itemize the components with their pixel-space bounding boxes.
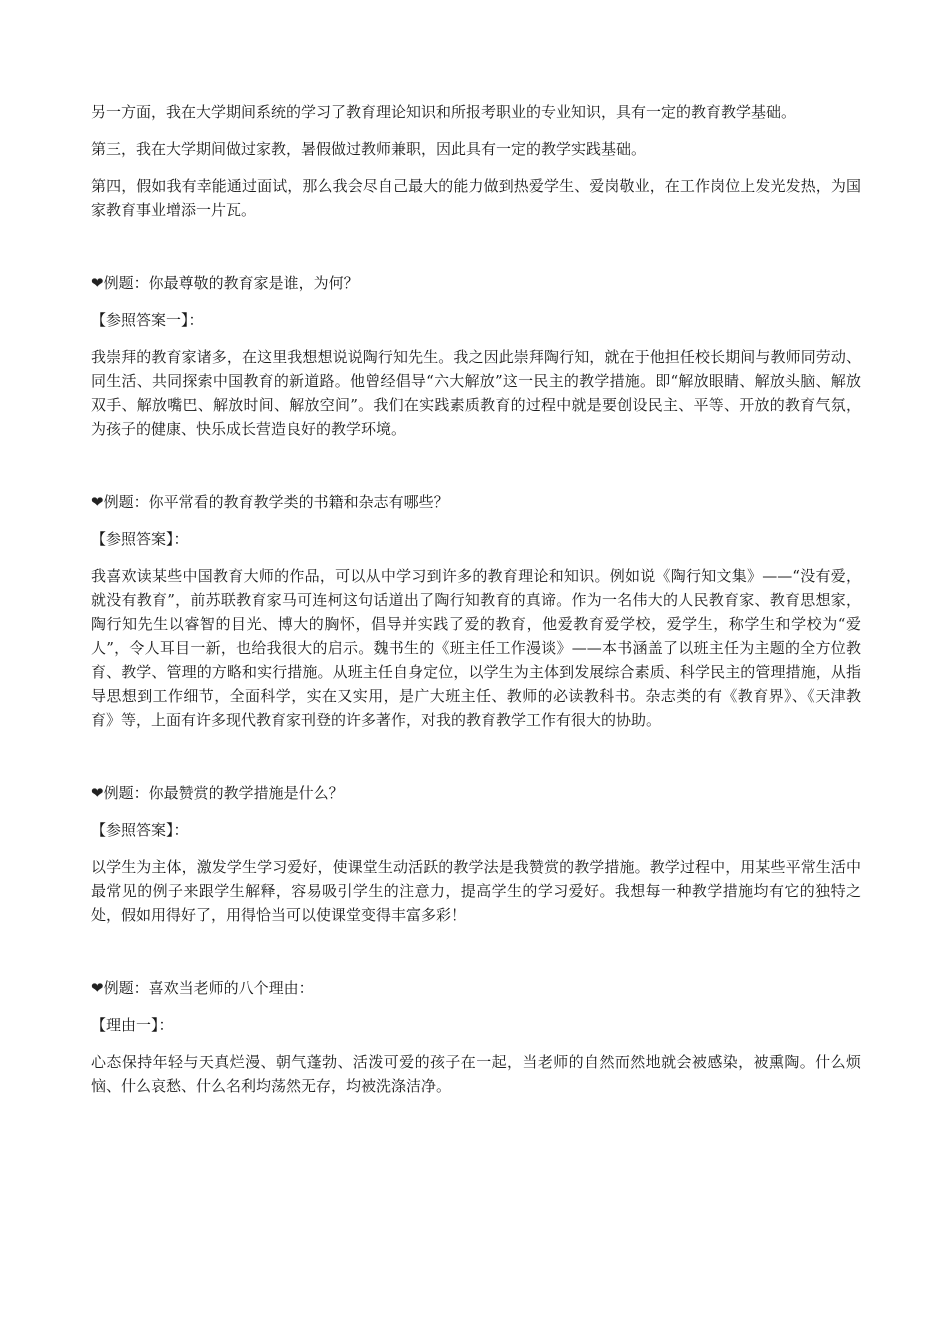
question-text: 例题：你最赞赏的教学措施是什么？ xyxy=(103,784,344,802)
answer-text: 我喜欢读某些中国教育大师的作品，可以从中学习到许多的教育理论和知识。例如说《陶行知文集》——“没有爱，就没有教育”，前苏联教育家马可连柯这句话道出了陶行知教育的真谛。作为一名伟大的人民教育家、教育思想家，陶行知先生以睿智的目光、博大的胸怀，倡导并实践了爱的教育，他爱教育爱学校，爱学生，称学生和学校为“爱人”，令人耳目一新，也给我很大的启示。魏书生的《班主任工作漫谈》——本书涵盖了以班主任为主题的全方位教育、教学、管理的方略和实行措施。从班主任自身定位，以学生为主体到发展综合素质、科学民主的管理措施，从指导思想到工作细节，全面科学，实在又实用，是广大班主任、教师的必读教科书。杂志类的有《教育界》、《天津教育》等，上面有许多现代教育家刊登的许多著作，对我的教育教学工作有很大的协助。 xyxy=(91,567,861,729)
question-heading xyxy=(91,781,861,805)
heart-icon: ❤ xyxy=(91,784,104,802)
paragraph-commitment: 第四，假如我有幸能通过面试，那么我会尽自己最大的能力做到热爱学生、爱岗敬业，在工作岗位上发光发热，为国家教育事业增添一片瓦。 xyxy=(91,177,861,219)
answer-label: 【理由一】： xyxy=(91,1016,174,1034)
question-text: 例题：喜欢当老师的八个理由： xyxy=(103,979,314,997)
heart-icon: ❤ xyxy=(91,979,104,997)
answer-text: 以学生为主体，激发学生学习爱好，使课堂生动活跃的教学法是我赞赏的教学措施。教学过程中，用某些平常生活中最常见的例子来跟学生解释，容易吸引学生的注意力，提高学生的学习爱好。我想每一种教学措施均有它的独特之处，假如用得好了，用得恰当可以使课堂变得丰富多彩！ xyxy=(91,858,861,924)
answer-label: 【参照答案】： xyxy=(91,530,189,548)
question-text: 例题：你平常看的教育教学类的书籍和杂志有哪些？ xyxy=(103,493,449,511)
document-page xyxy=(91,100,861,1098)
question-heading xyxy=(91,976,861,1000)
answer-label: 【参照答案】： xyxy=(91,821,189,839)
answer-text: 心态保持年轻与天真烂漫、朝气蓬勃、活泼可爱的孩子在一起，当老师的自然而然地就会被感染，被熏陶。什么烦恼、什么哀愁、什么名利均荡然无存，均被洗涤洁净。 xyxy=(91,1053,861,1095)
heart-icon: ❤ xyxy=(91,493,104,511)
question-text: 例题：你最尊敬的教育家是谁，为何？ xyxy=(103,274,359,292)
answer-label: 【参照答案一】： xyxy=(91,311,204,329)
paragraph-teaching-practice: 第三，我在大学期间做过家教，暑假做过教师兼职，因此具有一定的教学实践基础。 xyxy=(91,140,647,158)
answer-text: 我崇拜的教育家诸多，在这里我想想说说陶行知先生。我之因此崇拜陶行知，就在于他担任校长期间与教师同劳动、同生活、共同探索中国教育的新道路。他曾经倡导“六大解放”这一民主的教学措施。即“解放眼睛、解放头脑、解放双手、解放嘴巴、解放时间、解放空间”。我们在实践素质教育的过程中就是要创设民主、平等、开放的教育气氛，为孩子的健康、快乐成长营造良好的教学环境。 xyxy=(91,348,861,438)
heart-icon: ❤ xyxy=(91,274,104,292)
question-heading xyxy=(91,490,861,514)
paragraph-education-theory: 另一方面，我在大学期间系统的学习了教育理论知识和所报考职业的专业知识，具有一定的教育教学基础。 xyxy=(91,103,797,121)
question-heading xyxy=(91,271,861,295)
